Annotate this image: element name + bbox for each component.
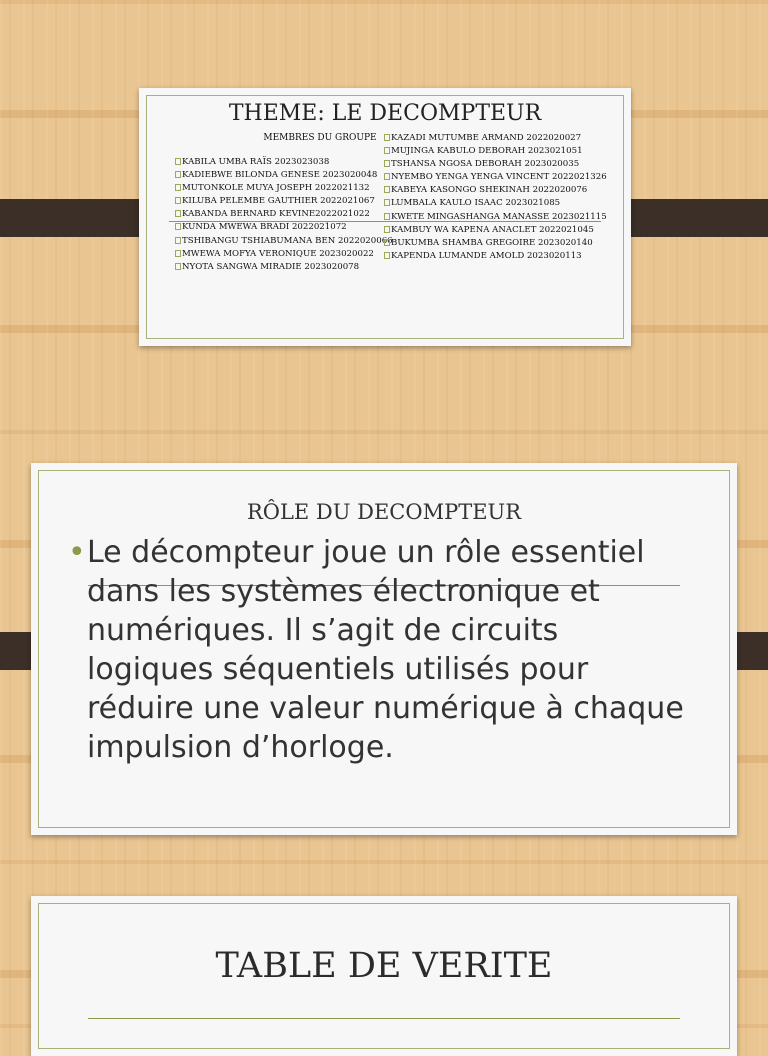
member-item (384, 158, 604, 171)
member-item (384, 132, 604, 145)
checkbox-icon (175, 197, 181, 204)
slide-title: TABLE DE VERITE (215, 946, 553, 986)
member-name: MUJINGA KABULO DEBORAH 2023021051 (391, 146, 583, 157)
checkbox-icon (384, 199, 390, 206)
checkbox-icon (175, 158, 181, 165)
member-name: KADIEBWE BILONDA GENESE 2023020048 (182, 170, 378, 181)
member-name: KAPENDA LUMANDE AMOLD 2023020113 (391, 250, 582, 261)
member-item (175, 261, 381, 274)
checkbox-icon (384, 239, 390, 246)
member-item (384, 145, 604, 158)
member-item (175, 221, 381, 234)
member-item (384, 237, 604, 250)
slide-title: RÔLE DU DECOMPTEUR (246, 500, 522, 524)
member-name: NYEMBO YENGA YENGA VINCENT 2022021326 (391, 172, 607, 183)
member-item (384, 224, 604, 237)
member-name: KAZADI MUTUMBE ARMAND 2022020027 (391, 133, 582, 143)
member-name: KILUBA PELEMBE GAUTHIER 2022021067 (182, 196, 375, 207)
checkbox-icon (175, 250, 181, 257)
member-name: KUNDA MWEWA BRADI 2022021072 (182, 222, 347, 233)
checkbox-icon (175, 171, 181, 178)
member-item (384, 184, 604, 197)
checkbox-icon (175, 237, 181, 244)
slide-role[interactable] (31, 463, 737, 835)
members-list-right (384, 132, 607, 263)
member-name: KABEYA KASONGO SHEKINAH 2022020076 (391, 185, 588, 196)
checkbox-icon (384, 252, 390, 259)
member-item (175, 182, 381, 195)
checkbox-icon (384, 213, 390, 220)
member-name: KWETE MINGASHANGA MANASSE 2023021115 (391, 211, 607, 222)
member-item (384, 250, 604, 263)
members-label: MEMBRES DU GROUPE (263, 133, 377, 143)
member-name: KABILA UMBA RAÏS 2023023038 (182, 157, 330, 167)
member-name: KAMBUY WA KAPENA ANACLET 2022021045 (391, 224, 594, 235)
decorative-bar-left-1 (0, 199, 155, 237)
member-name: NYOTA SANGWA MIRADIE 2023020078 (182, 261, 360, 272)
member-item (175, 195, 381, 208)
checkbox-icon (384, 173, 390, 180)
checkbox-icon (175, 184, 181, 191)
member-item (175, 248, 381, 261)
decorative-bar-right-1 (613, 199, 768, 237)
bullet-icon: • (68, 535, 86, 570)
member-item (175, 235, 393, 248)
member-item (384, 211, 607, 224)
checkbox-icon (175, 263, 181, 270)
slide-body (68, 533, 687, 767)
title-underline (88, 1018, 680, 1019)
checkbox-icon (384, 147, 390, 154)
member-name: LUMBALA KAULO ISAAC 2023021085 (391, 198, 561, 209)
member-item (175, 208, 381, 221)
checkbox-icon (384, 186, 390, 193)
slide-title: THEME: LE DECOMPTEUR (228, 101, 542, 126)
member-name: MUTONKOLE MUYA JOSEPH 2022021132 (182, 183, 370, 194)
checkbox-icon (384, 226, 390, 233)
members-list-left (175, 156, 393, 274)
slide-theme[interactable] (139, 88, 631, 346)
member-name: KABANDA BERNARD KEVINE2022021022 (182, 209, 370, 220)
member-name: BUKUMBA SHAMBA GREGOIRE 2023020140 (391, 237, 593, 248)
member-item (384, 171, 607, 184)
body-text: Le décompteur joue un rôle essentiel dans les systèmes électronique et numériques. Il s’agit de circuits logiques séquentiels utilisés pour réduire une valeur numérique à chaque impulsion d’horloge. (87, 535, 684, 765)
checkbox-icon (175, 210, 181, 217)
member-item (175, 156, 381, 169)
checkbox-icon (384, 134, 390, 141)
member-item (384, 197, 604, 210)
slide-truth-table[interactable] (31, 896, 737, 1056)
member-name: MWEWA MOFYA VERONIQUE 2023020022 (182, 248, 374, 259)
member-name: TSHIBANGU TSHIABUMANA BEN 2022020066 (182, 235, 393, 246)
member-name: TSHANSA NGOSA DEBORAH 2023020035 (391, 159, 580, 170)
member-item (175, 169, 381, 182)
checkbox-icon (384, 160, 390, 167)
checkbox-icon (175, 223, 181, 230)
